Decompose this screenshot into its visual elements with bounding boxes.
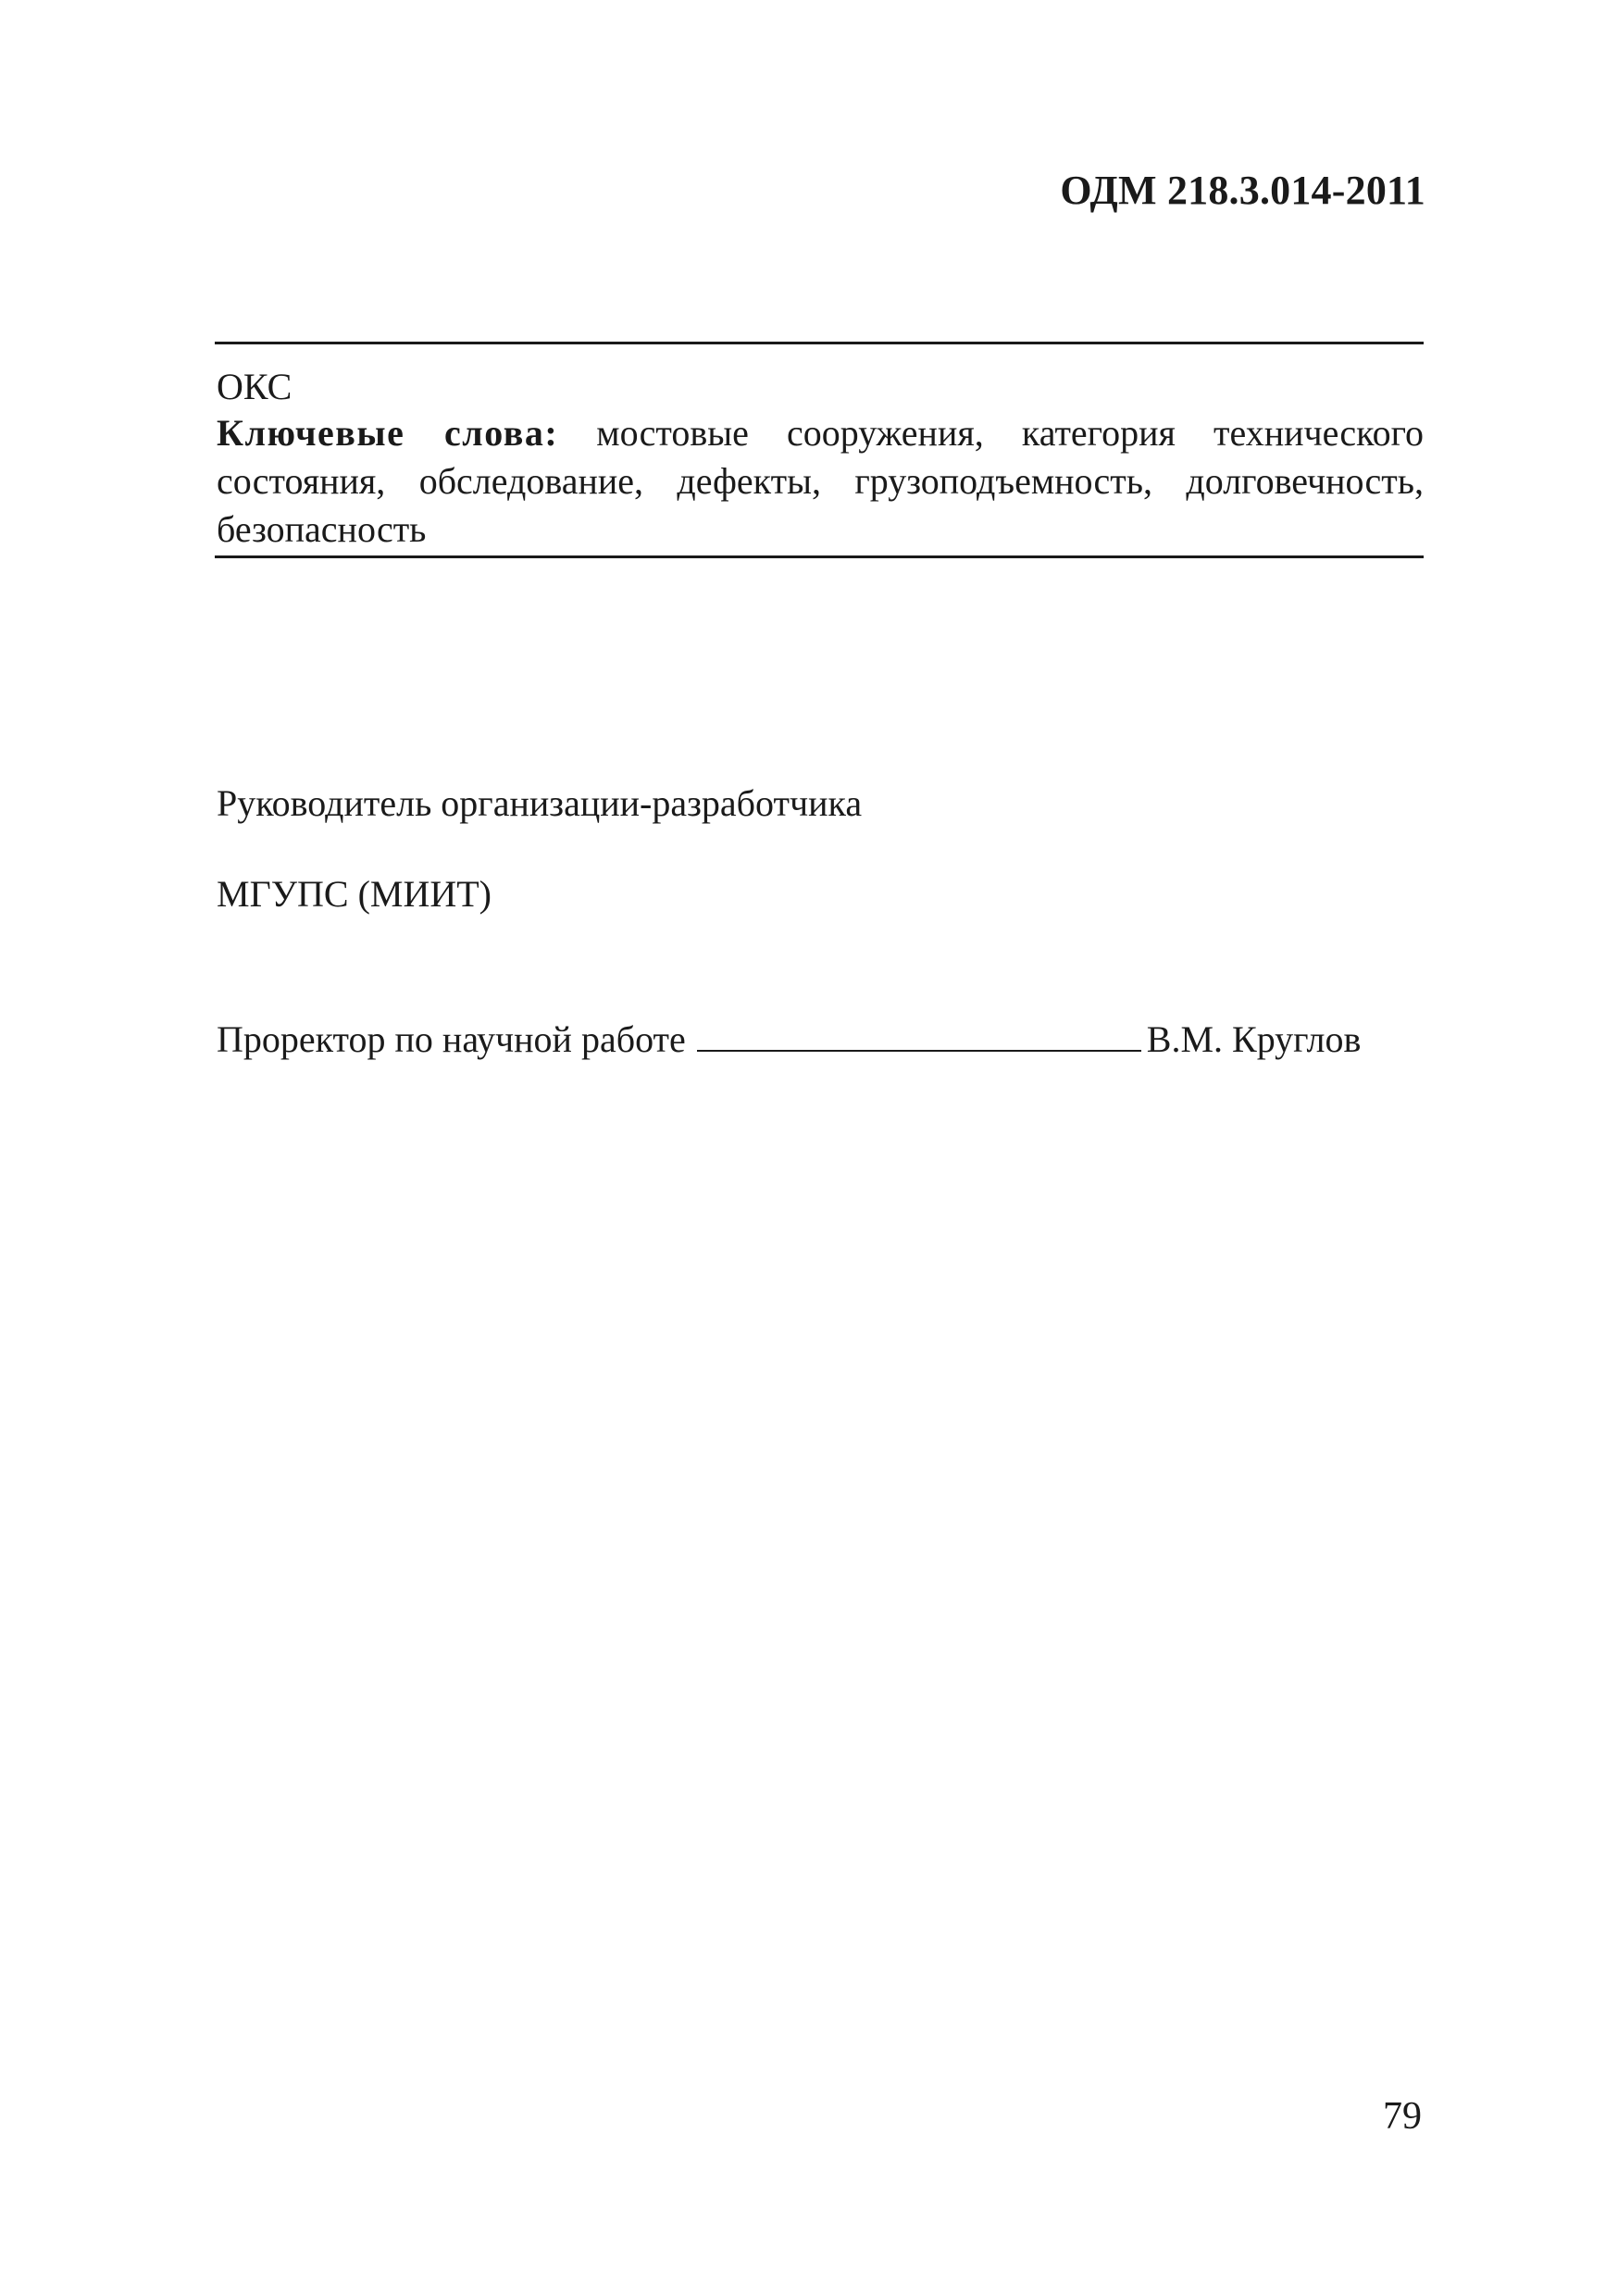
developer-organization: МГУПС (МИИТ) xyxy=(217,873,492,915)
oks-label: ОКС xyxy=(217,366,292,407)
top-divider xyxy=(215,342,1424,344)
developer-head-title: Руководитель организации-разработчика xyxy=(217,782,863,824)
signatory-position: Проректор по научной работе xyxy=(217,1018,686,1060)
document-code: ОДМ 218.3.014-2011 xyxy=(1060,168,1425,213)
keywords-block xyxy=(217,409,1424,554)
keywords-line-1 xyxy=(217,409,1424,457)
keywords-text-1: мостовые сооружения, категория технического xyxy=(558,412,1424,454)
keywords-label: Ключевые слова: xyxy=(217,412,559,454)
signature-blank xyxy=(697,1017,1141,1052)
signature-line xyxy=(217,1016,1361,1064)
page-number: 79 xyxy=(1383,2095,1422,2138)
bottom-divider xyxy=(215,555,1424,558)
keywords-line-2: состояния, обследование, дефекты, грузоподъемность, долговечность, xyxy=(217,460,1424,502)
keywords-line-3: безопасность xyxy=(217,508,427,550)
signatory-name: В.М. Круглов xyxy=(1146,1018,1362,1060)
